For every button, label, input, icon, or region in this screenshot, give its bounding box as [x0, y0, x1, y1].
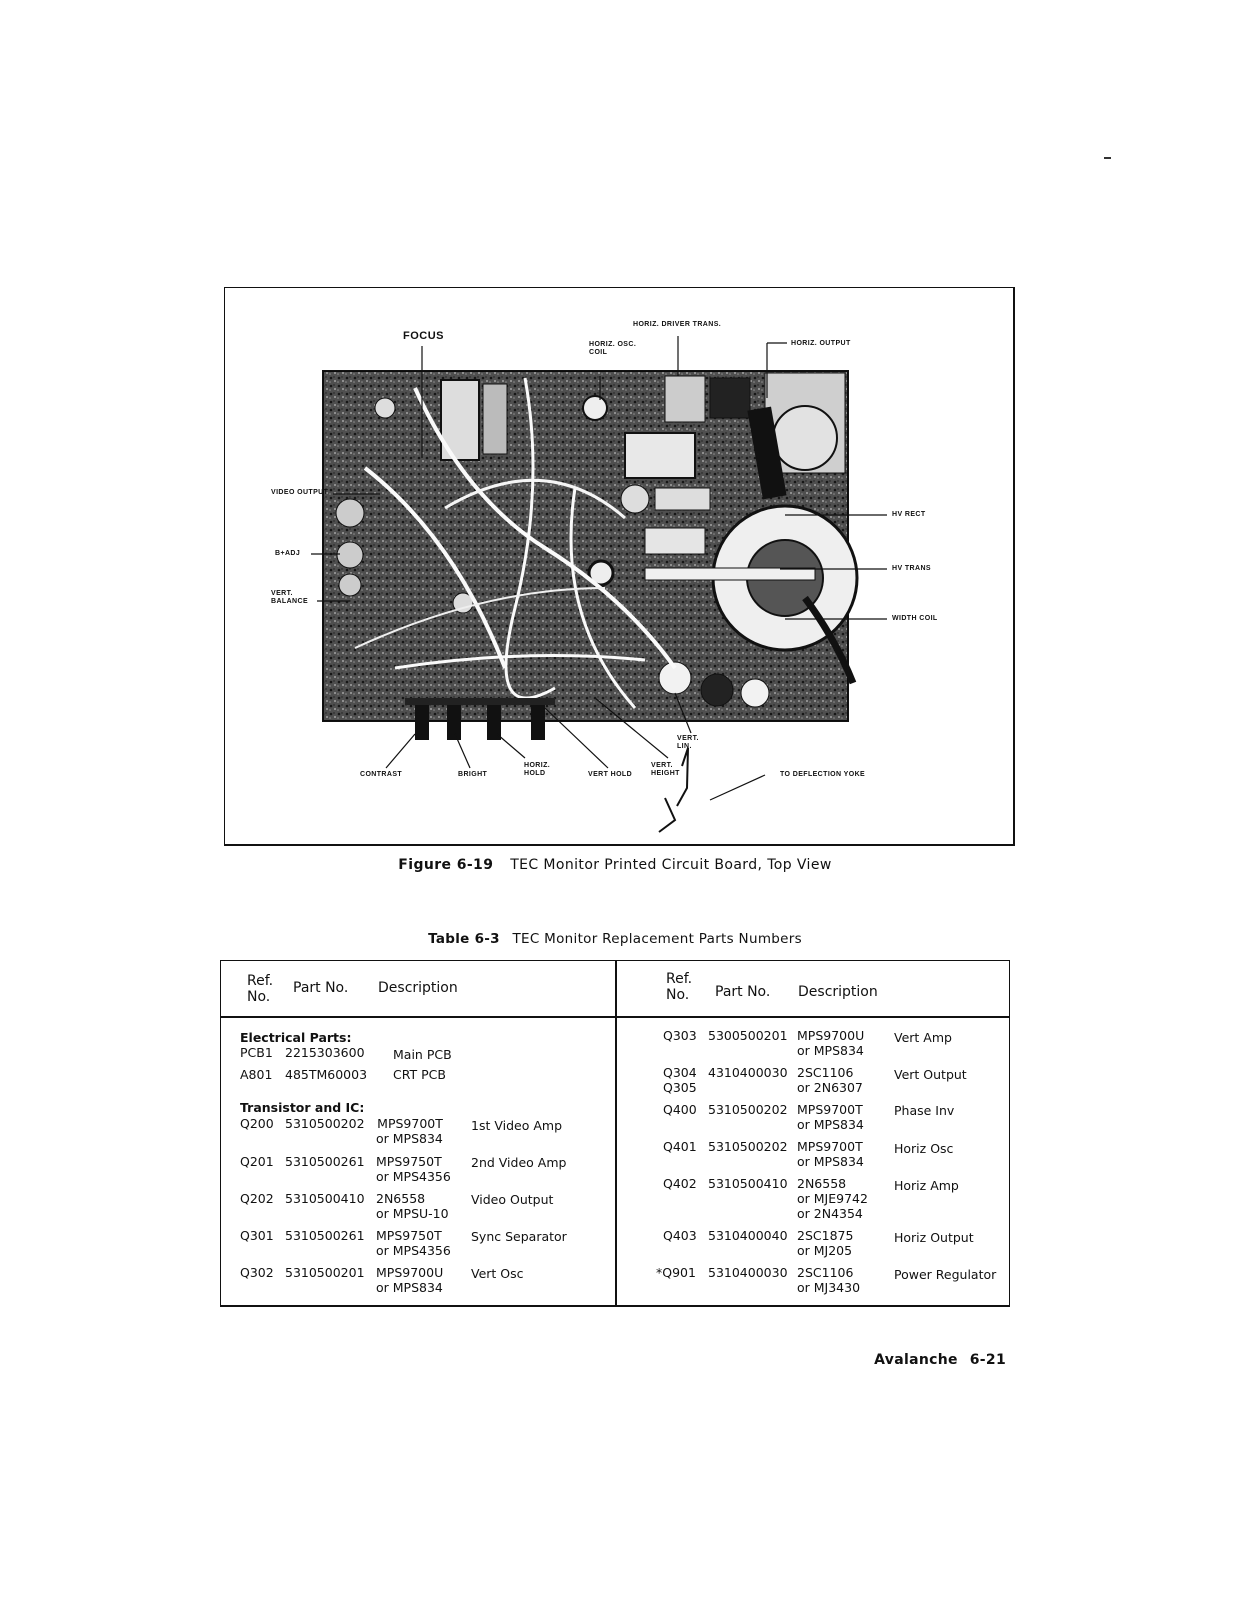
stray-mark	[1104, 157, 1111, 159]
cell-ref: Q400	[663, 1102, 697, 1117]
cell-model: MPS9700U or MPS834	[797, 1028, 865, 1058]
cell-part: 5310500261	[285, 1154, 365, 1169]
cell-model: MPS9700T or MPS834	[376, 1116, 443, 1146]
cell-model: 2N6558 or MJE9742 or 2N4354	[797, 1176, 868, 1221]
cell-desc: Horiz Output	[894, 1230, 974, 1245]
cell-ref: Q401	[663, 1139, 697, 1154]
cell-ref: Q303	[663, 1028, 697, 1043]
parts-table	[220, 960, 1010, 1307]
cell-model: 2SC1875 or MJ205	[797, 1228, 854, 1258]
table-header-rule	[221, 1016, 1009, 1018]
cell-part: 5310400040	[708, 1228, 788, 1243]
label-to-deflection-yoke: TO DEFLECTION YOKE	[780, 771, 866, 778]
cell-model: CRT PCB	[393, 1067, 446, 1082]
cell-part: 5310500261	[285, 1228, 365, 1243]
cell-desc: Phase Inv	[894, 1103, 955, 1118]
header-part-right: Part No.	[715, 984, 771, 1000]
cell-ref: *Q901	[656, 1265, 696, 1280]
table-number: Table 6-3	[428, 931, 500, 947]
label-b-adj: B+ADJ	[275, 550, 301, 557]
cell-model: 2SC1106 or 2N6307	[797, 1065, 863, 1095]
header-desc-left: Description	[378, 980, 458, 996]
label-horiz-osc-coil: HORIZ. OSC. COIL	[589, 341, 637, 356]
cell-desc: Video Output	[471, 1192, 554, 1207]
cell-part: 2215303600	[285, 1045, 365, 1060]
figure-caption	[260, 857, 970, 873]
page-footer	[874, 1352, 1006, 1368]
header-desc-right: Description	[798, 984, 878, 1000]
figure-title: TEC Monitor Printed Circuit Board, Top View	[510, 857, 832, 873]
cell-part: 485TM60003	[285, 1067, 368, 1082]
cell-model: 2SC1106 or MJ3430	[797, 1265, 861, 1295]
cell-model: 2N6558 or MPSU-10	[376, 1191, 449, 1221]
figure-number: Figure 6-19	[398, 857, 494, 873]
cell-desc: Horiz Osc	[894, 1141, 954, 1156]
label-contrast: CONTRAST	[360, 771, 403, 778]
cell-ref: A801	[240, 1067, 273, 1082]
table-caption	[260, 931, 970, 947]
cell-desc: Vert Amp	[894, 1030, 952, 1045]
cell-ref: Q201	[240, 1154, 274, 1169]
cell-model: MPS9700T or MPS834	[797, 1139, 864, 1169]
label-horiz-driver-trans: HORIZ. DRIVER TRANS.	[633, 321, 722, 328]
cell-model: MPS9750T or MPS4356	[376, 1154, 451, 1184]
cell-part: 5310500202	[708, 1102, 788, 1117]
label-vert-hold: VERT HOLD	[588, 771, 633, 778]
cell-ref: Q402	[663, 1176, 697, 1191]
cell-model: MPS9750T or MPS4356	[376, 1228, 451, 1258]
label-width-coil: WIDTH COIL	[892, 615, 938, 622]
cell-part: 5300500201	[708, 1028, 788, 1043]
cell-part: 4310400030	[708, 1065, 788, 1080]
section-transistor-ic: Transistor and IC:	[240, 1100, 365, 1115]
header-ref-left: Ref. No.	[247, 973, 274, 1005]
label-horiz-output: HORIZ. OUTPUT	[791, 340, 851, 347]
cell-part: 5310500201	[285, 1265, 365, 1280]
label-hv-trans: HV TRANS	[892, 565, 931, 572]
header-part-left: Part No.	[293, 980, 349, 996]
cell-desc: Horiz Amp	[894, 1178, 959, 1193]
header-ref-right: Ref. No.	[666, 971, 693, 1003]
cell-part: 5310500202	[708, 1139, 788, 1154]
cell-ref: Q304 Q305	[663, 1065, 697, 1095]
cell-desc: Sync Separator	[471, 1229, 567, 1244]
cell-model: MPS9700U or MPS834	[376, 1265, 444, 1295]
cell-model: MPS9700T or MPS834	[797, 1102, 864, 1132]
cell-desc: Power Regulator	[894, 1267, 997, 1282]
cell-part: 5310500410	[708, 1176, 788, 1191]
table-title: TEC Monitor Replacement Parts Numbers	[512, 931, 802, 947]
label-video-output: VIDEO OUTPUT	[271, 489, 329, 496]
cell-ref: Q403	[663, 1228, 697, 1243]
cell-model: Main PCB	[393, 1047, 452, 1062]
cell-desc: 2nd Video Amp	[471, 1155, 567, 1170]
label-vert-balance: VERT. BALANCE	[271, 590, 309, 605]
cell-part: 5310500202	[285, 1116, 365, 1131]
label-vert-height: VERT. HEIGHT	[651, 762, 680, 777]
label-bright: BRIGHT	[458, 771, 488, 778]
page-number: 6-21	[969, 1352, 1006, 1368]
section-electrical-parts: Electrical Parts:	[240, 1030, 352, 1045]
label-horiz-hold: HORIZ. HOLD	[524, 762, 551, 777]
cell-part: 5310500410	[285, 1191, 365, 1206]
cell-desc: Vert Output	[894, 1067, 967, 1082]
cell-ref: Q301	[240, 1228, 274, 1243]
cell-ref: Q302	[240, 1265, 274, 1280]
cell-desc: Vert Osc	[471, 1266, 524, 1281]
footer-title: Avalanche	[874, 1352, 958, 1368]
cell-ref: PCB1	[240, 1045, 273, 1060]
label-vert-lin: VERT. LIN.	[677, 735, 699, 750]
table-divider	[615, 961, 617, 1305]
cell-part: 5310400030	[708, 1265, 788, 1280]
label-focus: FOCUS	[403, 330, 444, 342]
figure-frame	[224, 287, 1015, 846]
cell-ref: Q202	[240, 1191, 274, 1206]
cell-ref: Q200	[240, 1116, 274, 1131]
cell-desc: 1st Video Amp	[471, 1118, 562, 1133]
label-hv-rect: HV RECT	[892, 511, 926, 518]
